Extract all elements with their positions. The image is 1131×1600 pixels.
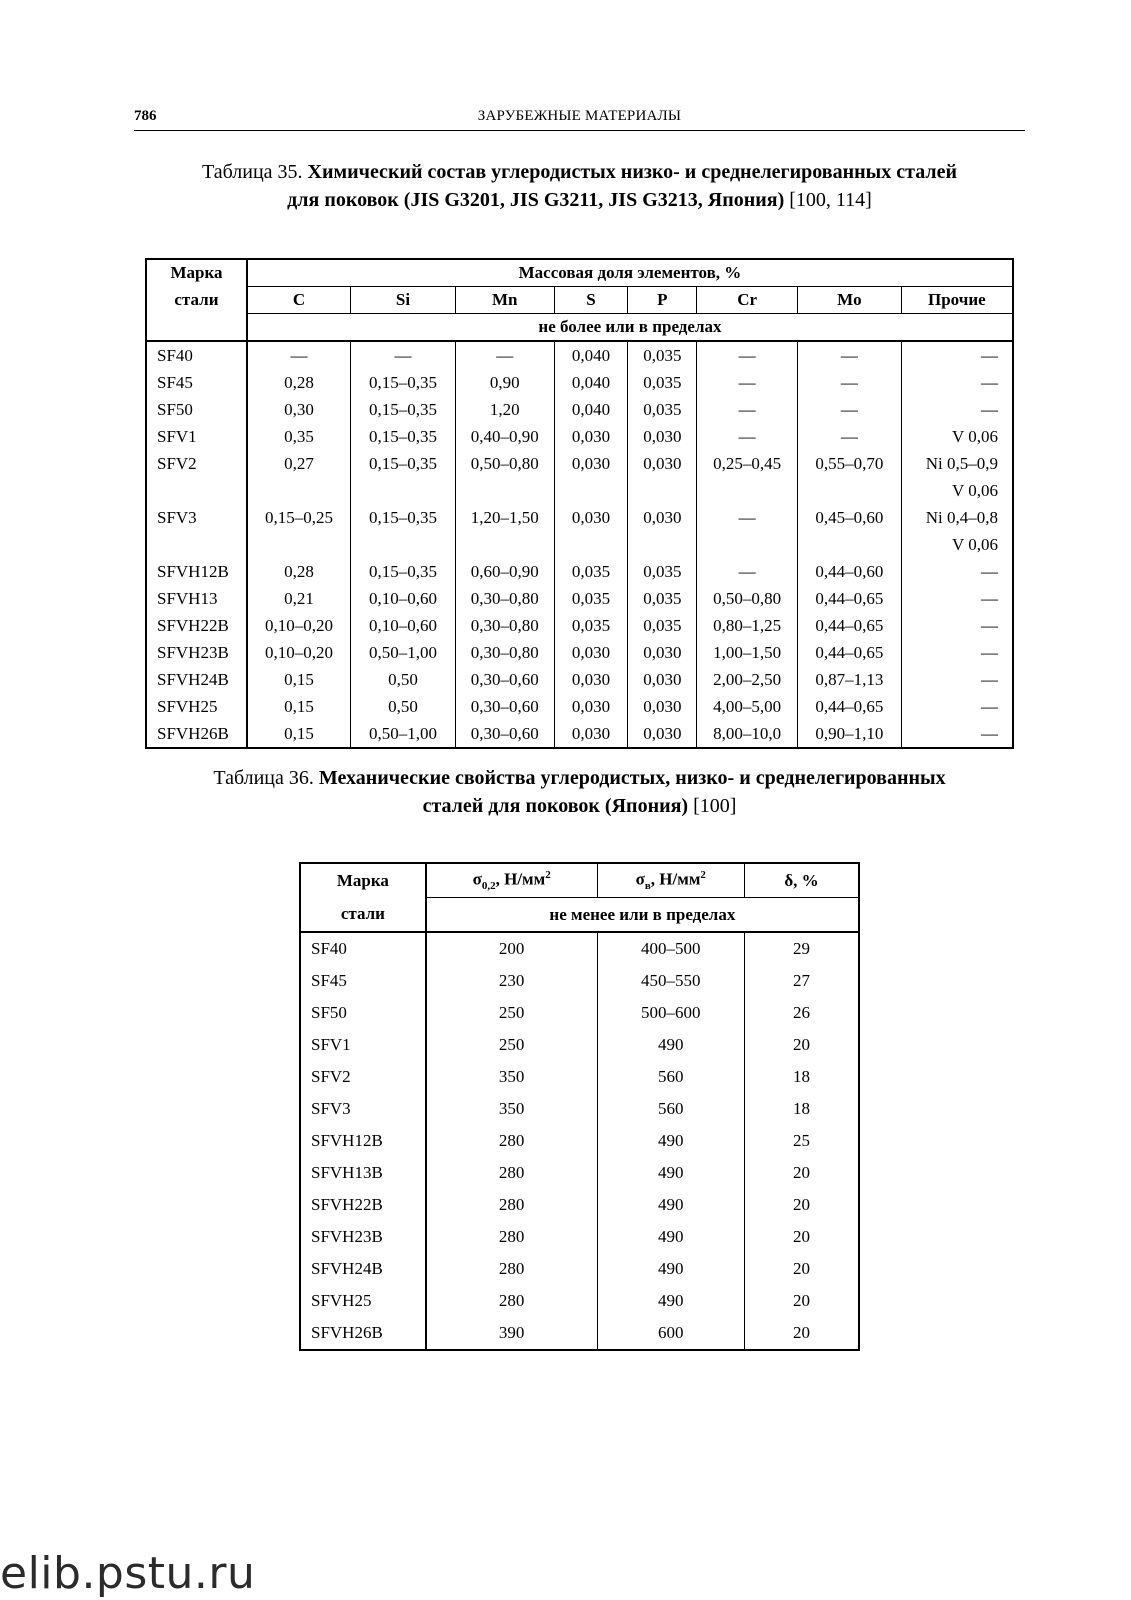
- value-cell: V 0,06: [901, 423, 1013, 450]
- table35-body: [146, 341, 1013, 748]
- table-row: [146, 720, 1013, 748]
- value-cell: 2,00–2,50: [697, 666, 798, 693]
- steel-grade-cell: SFVH26B: [300, 1317, 426, 1350]
- value-cell: 350: [426, 1061, 597, 1093]
- value-cell: 25: [744, 1125, 859, 1157]
- section-title: ЗАРУБЕЖНЫЕ МАТЕРИАЛЫ: [477, 108, 682, 124]
- table-row: [300, 1221, 859, 1253]
- value-cell: 0,55–0,70: [797, 450, 901, 477]
- value-cell: —: [797, 369, 901, 396]
- value-cell: —: [697, 341, 798, 369]
- table-row: [146, 369, 1013, 396]
- value-cell: 18: [744, 1093, 859, 1125]
- table-row: [300, 965, 859, 997]
- value-cell: 0,50: [351, 693, 456, 720]
- table-row: [300, 1253, 859, 1285]
- value-cell: 20: [744, 1029, 859, 1061]
- steel-grade-cell: SFV2: [146, 450, 247, 477]
- value-cell: 490: [597, 1029, 744, 1061]
- value-cell: 0,15–0,35: [351, 396, 456, 423]
- steel-grade-cell: SFVH12B: [300, 1125, 426, 1157]
- value-cell: 0,27: [247, 450, 351, 477]
- value-cell: 0,15: [247, 720, 351, 748]
- value-cell: [697, 531, 798, 558]
- value-cell: [455, 477, 554, 504]
- steel-grade-cell: SFVH12B: [146, 558, 247, 585]
- value-cell: 0,45–0,60: [797, 504, 901, 531]
- value-cell: 0,030: [628, 666, 697, 693]
- value-cell: 0,40–0,90: [455, 423, 554, 450]
- value-cell: 560: [597, 1061, 744, 1093]
- value-cell: [351, 477, 456, 504]
- value-cell: 0,44–0,65: [797, 612, 901, 639]
- value-cell: Ni 0,4–0,8: [901, 504, 1013, 531]
- table-row: [146, 423, 1013, 450]
- value-cell: 0,035: [554, 558, 628, 585]
- value-cell: 0,44–0,65: [797, 639, 901, 666]
- value-cell: 490: [597, 1221, 744, 1253]
- value-cell: 20: [744, 1285, 859, 1317]
- value-cell: 0,15–0,35: [351, 423, 456, 450]
- value-cell: 4,00–5,00: [697, 693, 798, 720]
- table-row: [146, 693, 1013, 720]
- value-cell: 490: [597, 1285, 744, 1317]
- value-cell: —: [247, 341, 351, 369]
- value-cell: 200: [426, 932, 597, 965]
- table-row: [146, 639, 1013, 666]
- table35-title-line1: Химический состав углеродистых низко- и среднелегированных сталей: [307, 161, 957, 183]
- value-cell: 0,80–1,25: [697, 612, 798, 639]
- chemical-composition-table: [145, 258, 1014, 749]
- value-cell: 0,30–0,60: [455, 666, 554, 693]
- value-cell: 29: [744, 932, 859, 965]
- value-cell: 0,15–0,35: [351, 450, 456, 477]
- steel-grade-cell: SFVH23B: [300, 1221, 426, 1253]
- value-cell: 350: [426, 1093, 597, 1125]
- value-cell: 1,20: [455, 396, 554, 423]
- value-cell: 0,50–1,00: [351, 639, 456, 666]
- table-row: [300, 1157, 859, 1189]
- table36-title-line2: сталей для поковок (Япония): [422, 795, 689, 817]
- value-cell: —: [697, 369, 798, 396]
- value-cell: 400–500: [597, 932, 744, 965]
- value-cell: 280: [426, 1125, 597, 1157]
- value-cell: —: [697, 396, 798, 423]
- value-cell: 0,90: [455, 369, 554, 396]
- value-cell: 600: [597, 1317, 744, 1350]
- brand-header-spacer: [146, 314, 247, 342]
- limits-note: не более или в пределах: [247, 314, 1013, 342]
- value-cell: 490: [597, 1157, 744, 1189]
- value-cell: 0,60–0,90: [455, 558, 554, 585]
- value-cell: 0,15: [247, 666, 351, 693]
- table-row: [300, 1029, 859, 1061]
- value-cell: 0,21: [247, 585, 351, 612]
- value-cell: 0,035: [628, 585, 697, 612]
- value-cell: —: [697, 558, 798, 585]
- value-cell: 0,030: [554, 423, 628, 450]
- element-header-other: Прочие: [901, 287, 1013, 314]
- value-cell: 0,030: [554, 666, 628, 693]
- value-cell: 0,15–0,35: [351, 369, 456, 396]
- table-row: [146, 450, 1013, 477]
- value-cell: 0,30–0,60: [455, 693, 554, 720]
- brand-header-line1: Марка: [146, 259, 247, 287]
- steel-grade-cell: SF50: [146, 396, 247, 423]
- table35-caption: [134, 158, 1025, 214]
- brand-header-line1: Марка: [300, 863, 426, 898]
- value-cell: —: [901, 612, 1013, 639]
- value-cell: [247, 477, 351, 504]
- value-cell: 0,90–1,10: [797, 720, 901, 748]
- value-cell: 20: [744, 1157, 859, 1189]
- table-row: [300, 1061, 859, 1093]
- table-row: [300, 1285, 859, 1317]
- value-cell: 20: [744, 1317, 859, 1350]
- value-cell: 0,44–0,60: [797, 558, 901, 585]
- value-cell: 280: [426, 1221, 597, 1253]
- value-cell: 0,10–0,60: [351, 612, 456, 639]
- value-cell: 0,15–0,35: [351, 504, 456, 531]
- value-cell: —: [697, 504, 798, 531]
- value-cell: 0,040: [554, 396, 628, 423]
- value-cell: [351, 531, 456, 558]
- value-cell: 0,10–0,20: [247, 612, 351, 639]
- steel-grade-cell: SFV3: [300, 1093, 426, 1125]
- table36-body: [300, 932, 859, 1350]
- value-cell: 1,20–1,50: [455, 504, 554, 531]
- steel-grade-cell: SF40: [300, 932, 426, 965]
- table-row: [300, 1317, 859, 1350]
- value-cell: 490: [597, 1125, 744, 1157]
- element-header-c: C: [247, 287, 351, 314]
- value-cell: 0,87–1,13: [797, 666, 901, 693]
- value-cell: 0,030: [554, 450, 628, 477]
- element-header-mo: Mo: [797, 287, 901, 314]
- value-cell: 490: [597, 1253, 744, 1285]
- steel-grade-cell: SFVH25: [146, 693, 247, 720]
- steel-grade-cell: [146, 477, 247, 504]
- table-row: [146, 341, 1013, 369]
- value-cell: V 0,06: [901, 477, 1013, 504]
- value-cell: 0,035: [628, 369, 697, 396]
- value-cell: 20: [744, 1253, 859, 1285]
- value-cell: Ni 0,5–0,9: [901, 450, 1013, 477]
- steel-grade-cell: SFV2: [300, 1061, 426, 1093]
- value-cell: 490: [597, 1189, 744, 1221]
- table-row: [300, 997, 859, 1029]
- value-cell: 0,50–1,00: [351, 720, 456, 748]
- value-cell: 0,035: [628, 612, 697, 639]
- table36-label: Таблица 36.: [213, 767, 314, 789]
- value-cell: 0,44–0,65: [797, 585, 901, 612]
- element-header-s: S: [554, 287, 628, 314]
- value-cell: [697, 477, 798, 504]
- steel-grade-cell: SF45: [146, 369, 247, 396]
- value-cell: V 0,06: [901, 531, 1013, 558]
- value-cell: —: [901, 341, 1013, 369]
- steel-grade-cell: SFVH23B: [146, 639, 247, 666]
- table-row: [146, 558, 1013, 585]
- page-number: 786: [134, 108, 157, 124]
- steel-grade-cell: SFV3: [146, 504, 247, 531]
- value-cell: —: [455, 341, 554, 369]
- limits-note: не менее или в пределах: [426, 898, 859, 933]
- value-cell: 0,30–0,80: [455, 585, 554, 612]
- value-cell: 0,50–0,80: [697, 585, 798, 612]
- value-cell: 560: [597, 1093, 744, 1125]
- value-cell: 1,00–1,50: [697, 639, 798, 666]
- steel-grade-cell: SFVH13: [146, 585, 247, 612]
- value-cell: 0,35: [247, 423, 351, 450]
- value-cell: 280: [426, 1189, 597, 1221]
- table-row: [146, 666, 1013, 693]
- value-cell: 250: [426, 1029, 597, 1061]
- steel-grade-cell: SF50: [300, 997, 426, 1029]
- value-cell: 26: [744, 997, 859, 1029]
- value-cell: 0,030: [554, 693, 628, 720]
- table-row: [300, 1189, 859, 1221]
- element-header-p: P: [628, 287, 697, 314]
- table-row: [146, 585, 1013, 612]
- value-cell: 0,30–0,80: [455, 639, 554, 666]
- value-cell: [628, 477, 697, 504]
- value-cell: 0,44–0,65: [797, 693, 901, 720]
- value-cell: —: [351, 341, 456, 369]
- value-cell: 250: [426, 997, 597, 1029]
- value-cell: —: [901, 720, 1013, 748]
- steel-grade-cell: SFVH25: [300, 1285, 426, 1317]
- value-cell: 27: [744, 965, 859, 997]
- value-cell: —: [901, 666, 1013, 693]
- mass-fraction-header: Массовая доля элементов, %: [247, 259, 1013, 287]
- running-header: [134, 104, 1025, 131]
- value-cell: 0,50–0,80: [455, 450, 554, 477]
- table-row: [300, 1093, 859, 1125]
- table35-refs: [100, 114]: [789, 189, 872, 211]
- value-cell: 20: [744, 1221, 859, 1253]
- value-cell: 0,035: [628, 558, 697, 585]
- value-cell: [628, 531, 697, 558]
- watermark: elib.pstu.ru: [0, 1548, 256, 1599]
- brand-header-line2: стали: [146, 287, 247, 314]
- value-cell: 0,28: [247, 369, 351, 396]
- value-cell: 0,15–0,25: [247, 504, 351, 531]
- table-row: [146, 396, 1013, 423]
- value-cell: 20: [744, 1189, 859, 1221]
- value-cell: 0,030: [628, 504, 697, 531]
- element-header-mn: Mn: [455, 287, 554, 314]
- value-cell: —: [901, 369, 1013, 396]
- value-cell: 450–550: [597, 965, 744, 997]
- value-cell: [554, 477, 628, 504]
- steel-grade-cell: SFV1: [300, 1029, 426, 1061]
- value-cell: 0,30: [247, 396, 351, 423]
- brand-header-line2: стали: [300, 898, 426, 933]
- value-cell: [554, 531, 628, 558]
- value-cell: 0,035: [554, 585, 628, 612]
- value-cell: 0,30–0,60: [455, 720, 554, 748]
- element-header-si: Si: [351, 287, 456, 314]
- steel-grade-cell: SFVH26B: [146, 720, 247, 748]
- value-cell: 0,040: [554, 369, 628, 396]
- value-cell: —: [797, 341, 901, 369]
- table-row: [300, 1125, 859, 1157]
- value-cell: 390: [426, 1317, 597, 1350]
- value-cell: 0,10–0,60: [351, 585, 456, 612]
- value-cell: 0,25–0,45: [697, 450, 798, 477]
- steel-grade-cell: SF40: [146, 341, 247, 369]
- tensile-strength-header: $\sigma_в$, $Н/мм^2$: [597, 863, 744, 898]
- value-cell: 230: [426, 965, 597, 997]
- value-cell: 0,035: [628, 341, 697, 369]
- table-row: [146, 477, 1013, 504]
- table36-title-line1: Механические свойства углеродистых, низко- и среднелегированных: [318, 767, 946, 789]
- value-cell: 0,030: [628, 639, 697, 666]
- value-cell: 0,040: [554, 341, 628, 369]
- value-cell: 0,035: [628, 396, 697, 423]
- table35-label: Таблица 35.: [202, 161, 303, 183]
- value-cell: —: [901, 639, 1013, 666]
- value-cell: [455, 531, 554, 558]
- value-cell: 0,30–0,80: [455, 612, 554, 639]
- steel-grade-cell: SF45: [300, 965, 426, 997]
- value-cell: —: [901, 396, 1013, 423]
- value-cell: 0,28: [247, 558, 351, 585]
- value-cell: 0,030: [628, 693, 697, 720]
- value-cell: —: [797, 396, 901, 423]
- table-row: [146, 504, 1013, 531]
- table36-refs: [100]: [693, 795, 737, 817]
- steel-grade-cell: SFVH13B: [300, 1157, 426, 1189]
- value-cell: —: [697, 423, 798, 450]
- value-cell: —: [901, 585, 1013, 612]
- value-cell: [797, 531, 901, 558]
- value-cell: 0,030: [554, 504, 628, 531]
- value-cell: 280: [426, 1157, 597, 1189]
- value-cell: 0,030: [554, 639, 628, 666]
- value-cell: 0,030: [628, 720, 697, 748]
- value-cell: 280: [426, 1253, 597, 1285]
- value-cell: 0,50: [351, 666, 456, 693]
- elongation-header: δ, %: [744, 863, 859, 898]
- value-cell: 0,030: [628, 450, 697, 477]
- value-cell: 0,15: [247, 693, 351, 720]
- yield-strength-header: $\sigma_{0,2}$, $Н/мм^2$: [426, 863, 597, 898]
- value-cell: 0,030: [554, 720, 628, 748]
- value-cell: 8,00–10,0: [697, 720, 798, 748]
- steel-grade-cell: SFVH24B: [300, 1253, 426, 1285]
- value-cell: [247, 531, 351, 558]
- value-cell: 0,030: [628, 423, 697, 450]
- value-cell: 0,035: [554, 612, 628, 639]
- value-cell: —: [901, 558, 1013, 585]
- steel-grade-cell: SFVH22B: [300, 1189, 426, 1221]
- element-header-cr: Cr: [697, 287, 798, 314]
- value-cell: 0,10–0,20: [247, 639, 351, 666]
- table-row: [146, 531, 1013, 558]
- steel-grade-cell: [146, 531, 247, 558]
- steel-grade-cell: SFVH22B: [146, 612, 247, 639]
- value-cell: —: [797, 423, 901, 450]
- table36-caption: [134, 764, 1025, 820]
- value-cell: 500–600: [597, 997, 744, 1029]
- value-cell: 0,15–0,35: [351, 558, 456, 585]
- steel-grade-cell: SFV1: [146, 423, 247, 450]
- table35-title-line2: для поковок (JIS G3201, JIS G3211, JIS G3213, Япония): [287, 189, 785, 211]
- value-cell: 280: [426, 1285, 597, 1317]
- value-cell: —: [901, 693, 1013, 720]
- table-row: [146, 612, 1013, 639]
- table-row: [300, 932, 859, 965]
- value-cell: [797, 477, 901, 504]
- value-cell: 18: [744, 1061, 859, 1093]
- steel-grade-cell: SFVH24B: [146, 666, 247, 693]
- mechanical-properties-table: [299, 862, 860, 1351]
